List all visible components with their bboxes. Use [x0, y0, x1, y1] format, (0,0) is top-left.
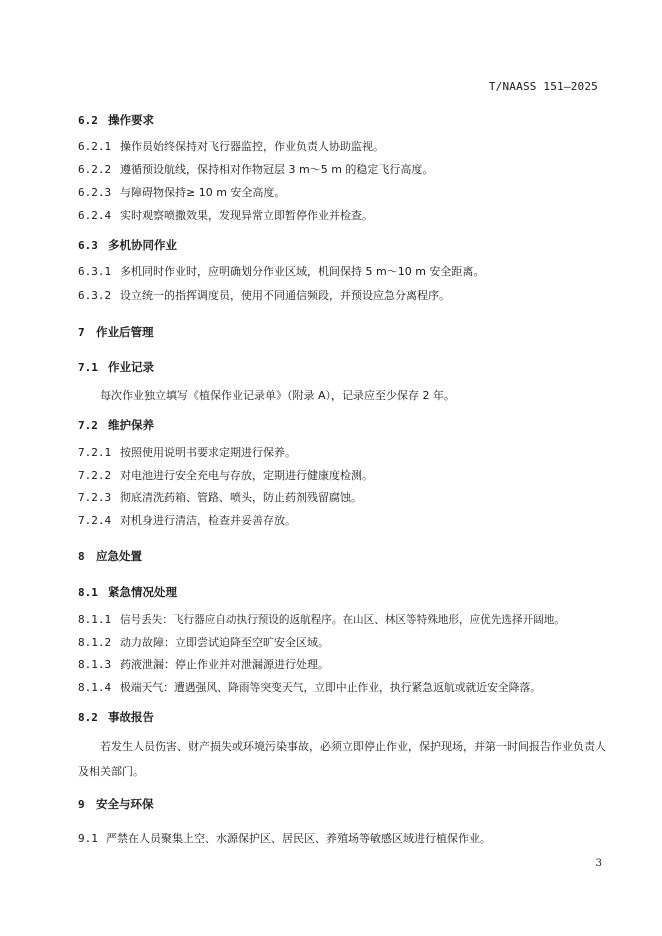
clause-number: 7.2.2	[78, 469, 112, 482]
clause-6-2-4	[78, 208, 606, 224]
clause-text: 动力故障：立即尝试迫降至空旷安全区域。	[120, 636, 329, 649]
page-number: 3	[595, 858, 602, 869]
clause-text: 药液泄漏：停止作业并对泄漏源进行处理。	[120, 658, 329, 671]
clause-number: 6.2.3	[78, 186, 112, 199]
section-title: 事故报告	[108, 710, 154, 724]
clause-8-1-1	[78, 612, 606, 628]
clause-number: 6.2.1	[78, 140, 112, 153]
clause-number: 8.1.2	[78, 636, 112, 649]
clause-number: 7.2.1	[78, 446, 112, 459]
clause-number: 8.1.4	[78, 681, 112, 694]
section-number: 7.1	[78, 361, 98, 374]
section-title: 操作要求	[108, 113, 154, 127]
chapter-title: 安全与环保	[96, 797, 154, 811]
doc-code: T/NAASS 151—2025	[488, 80, 598, 93]
paragraph-7-1: 每次作业独立填写《植保作业记录单》（附录 A），记录应至少保存 2 年。	[100, 389, 456, 402]
chapter-number: 8	[78, 550, 85, 563]
clause-6-2-1	[78, 139, 606, 155]
clause-text: 与障碍物保持≥ 10 m 安全高度。	[120, 186, 286, 199]
clause-number: 6.2.2	[78, 163, 112, 176]
clause-text: 设立统一的指挥调度员，使用不同通信频段，并预设应急分离程序。	[120, 289, 450, 302]
section-number: 7.2	[78, 419, 98, 432]
heading-8-2	[78, 709, 606, 726]
chapter-9	[78, 796, 606, 813]
clause-text: 对机身进行清洁，检查并妥善存放。	[120, 514, 296, 527]
heading-8-1	[78, 584, 606, 601]
clause-text: 彻底清洗药箱、管路、喷头，防止药剂残留腐蚀。	[120, 491, 362, 504]
heading-7-1	[78, 359, 606, 376]
heading-7-2	[78, 417, 606, 434]
clause-text: 对电池进行安全充电与存放，定期进行健康度检测。	[120, 469, 373, 482]
section-title: 作业记录	[108, 360, 154, 374]
clause-8-1-3	[78, 657, 606, 673]
section-title: 紧急情况处理	[108, 585, 177, 599]
chapter-number: 7	[78, 326, 85, 339]
section-number: 6.3	[78, 239, 98, 252]
clause-6-2-2	[78, 162, 606, 178]
section-title: 多机协同作业	[108, 238, 177, 252]
chapter-8	[78, 548, 606, 565]
clause-7-2-1	[78, 445, 606, 461]
clause-text: 操作员始终保持对飞行器监控，作业负责人协助监视。	[120, 140, 384, 153]
clause-number: 6.2.4	[78, 209, 112, 222]
clause-8-1-4	[78, 680, 606, 696]
clause-7-2-4	[78, 513, 606, 529]
section-number: 8.2	[78, 711, 98, 724]
section-number: 8.1	[78, 586, 98, 599]
heading-6-2	[78, 112, 606, 129]
clause-7-2-3	[78, 490, 606, 506]
clause-6-3-2	[78, 288, 606, 304]
clause-text: 极端天气：遭遇强风、降雨等突变天气，立即中止作业，执行紧急返航或就近安全降落。	[120, 681, 542, 694]
section-title: 维护保养	[108, 418, 154, 432]
clause-text: 遵循预设航线，保持相对作物冠层 3 m～5 m 的稳定飞行高度。	[120, 163, 434, 176]
clause-text: 多机同时作业时，应明确划分作业区域，机间保持 5 m～10 m 安全距离。	[120, 265, 485, 278]
clause-8-1-2	[78, 635, 606, 651]
chapter-title: 应急处置	[96, 549, 142, 563]
clause-number: 8.1.3	[78, 658, 112, 671]
clause-text: 实时观察喷撒效果，发现异常立即暂停作业并检查。	[120, 209, 373, 222]
clause-number: 7.2.3	[78, 491, 112, 504]
clause-number: 9.1	[78, 832, 98, 845]
clause-6-3-1	[78, 264, 606, 280]
clause-number: 8.1.1	[78, 613, 112, 626]
clause-9-1	[78, 831, 606, 847]
paragraph-8-2: 若发生人员伤害、财产损失或环境污染事故，必须立即停止作业，保护现场，并第一时间报告作业负责人及相关部门。	[78, 740, 606, 778]
clause-7-2-2	[78, 468, 606, 484]
clause-number: 6.3.2	[78, 289, 112, 302]
clause-number: 7.2.4	[78, 514, 112, 527]
clause-text: 信号丢失：飞行器应自动执行预设的返航程序。在山区、林区等特殊地形，应优先选择开阔地。	[120, 614, 565, 626]
chapter-7	[78, 324, 606, 341]
clause-text: 严禁在人员聚集上空、水源保护区、居民区、养殖场等敏感区域进行植保作业。	[106, 832, 491, 845]
heading-6-3	[78, 237, 606, 254]
section-number: 6.2	[78, 114, 98, 127]
clause-text: 按照使用说明书要求定期进行保养。	[120, 446, 296, 459]
clause-number: 6.3.1	[78, 265, 112, 278]
clause-6-2-3	[78, 185, 606, 201]
chapter-title: 作业后管理	[96, 325, 154, 339]
chapter-number: 9	[78, 798, 85, 811]
